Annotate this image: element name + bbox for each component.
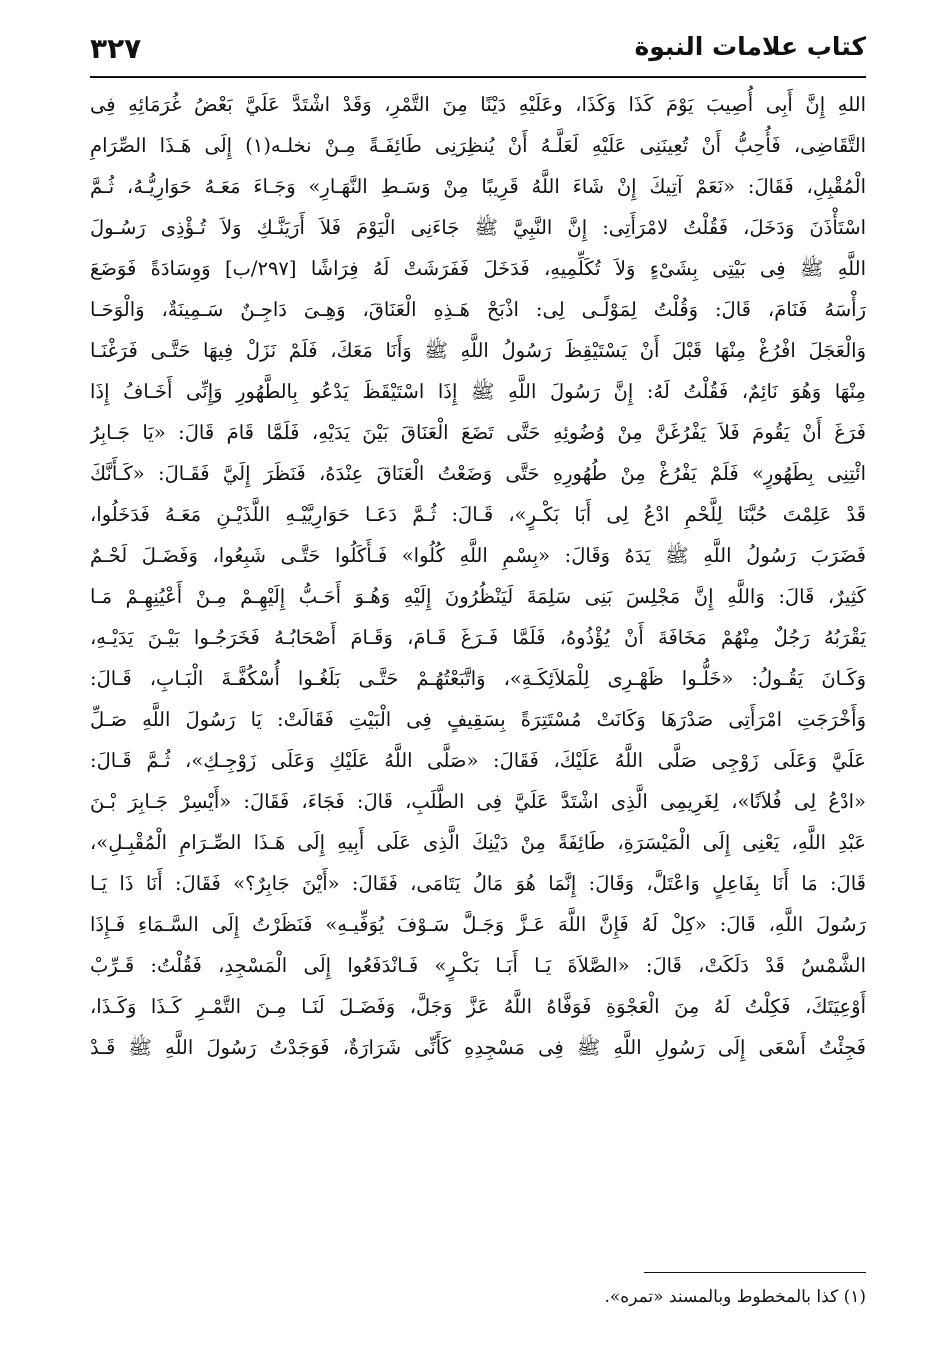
- text-line: وَكَـانَ يَقُـولُ: «خَلُّـوا ظَهْـرِى لِلْمَلاَئِكَـةِ»، وَاتَّبَعْتُهُـمْ حَتَّـى بَلَغُـوا أُسْكُفَّـةَ الْبَـابِ، قَـالَ:: [90, 667, 866, 690]
- header-divider: [90, 76, 866, 78]
- text-line: مِنْهَا وَهُوَ نَائِمٌ، فَقُلْتُ لَهُ: إِنَّ رَسُولَ اللَّهِ ﷺ إِذَا اسْتَيْقَظَ يَدْعُو بِالطَّهُورِ وَإِنِّى أَخَـافُ إِذَا: [90, 380, 866, 403]
- text-line: فَضَرَبَ رَسُولُ اللَّهِ ﷺ يَدَهُ وَقَالَ: «بِسْمِ اللَّهِ كُلُوا» فَـأَكَلُوا حَتَّـى شَبِعُوا، وَفَضَـلَ لَحْـمٌ: [90, 544, 866, 567]
- text-line: «ادْعُ لِى فُلاَنًا»، لِغَرِيمِى الَّذِى اشْتَدَّ عَلَيَّ فِى الطَّلَبِ، قَالَ: فَجَاءَ، فَقَالَ: «أَيْسِرْ جَـابِرَ بْـنَ: [90, 790, 866, 813]
- text-line: اللَّهِ ﷺ فِى بَيْتِى بِشَىْءٍ وَلاَ تُكَلِّمِيهِ، فَدَخَلَ فَفَرَشَتْ لَهُ فِرَاشًا [٢٩٧/ب] وَوِسَادَةً فَوَضَعَ: [90, 257, 866, 280]
- text-line: عَبْدِ اللَّهِ، يَعْنِى إِلَى الْمَيْسَرَةِ، طَائِفَةً مِنْ دَيْنِكَ الَّذِى عَلَى أَبِيهِ إِلَى هَـذَا الصِّـرَامِ الْمُقْبِـلِ»،: [90, 831, 866, 854]
- footnote-divider: [644, 1272, 866, 1273]
- page-number: ٣٢٧: [90, 32, 142, 65]
- text-line: أَوْعِيَتَكَ، فَكِلْتُ لَهُ مِنَ الْعَجْوَةِ فَوَفَّاهُ اللَّهُ عَزَّ وَجَلَّ، وَفَضَـلَ لَنَـا مِـنَ التَّمْـرِ كَـذَا وَكَـذَا،: [90, 995, 866, 1018]
- text-line: رَأْسَهُ فَنَامَ، قَالَ: وَقُلْتُ لِمَوْلًـى لِى: اذْبَحْ هَـذِهِ الْعَنَاقَ، وَهِـىَ دَاجِـنٌ سَـمِينَةٌ، وَالْوَحَـا: [90, 298, 866, 321]
- text-line: فَجِئْتُ أَسْعَى إِلَى رَسُولِ اللَّهِ ﷺ فِى مَسْجِدِهِ كَأَنِّى شَرَارَةٌ، فَوَجَدْتُ رَسُولَ اللَّهِ ﷺ قَـدْ: [90, 1036, 866, 1059]
- body-text: [90, 84, 866, 1068]
- running-title: كتاب علامات النبوة: [634, 32, 866, 61]
- text-line: الشَّمْسُ قَدْ دَلَكَتْ، قَالَ: «الصَّلاَةَ يَـا أَبَـا بَكْـرٍ» فَـانْدَفَعُوا إِلَى الْمَسْجِدِ، فَقُلْتُ: قَـرِّبْ: [90, 954, 866, 977]
- text-line: يَقْرَبُهُ رَجُلٌ مِنْهُمْ مَخَافَةَ أَنْ يُؤْذُوهُ، فَلَمَّا فَـرَغَ قَـامَ، وَقَـامَ أَصْحَابُـهُ فَخَرَجُـوا بَيْـنَ يَدَيْـهِ،: [90, 626, 866, 649]
- text-line: كَثِيرٌ، قَالَ: وَاللَّهِ إِنَّ مَجْلِسَ بَنِى سَلِمَةَ لَيَنْظُرُونَ إِلَيْهِ وَهُـوَ أَحَـبُّ إِلَيْهِـمْ مِـنْ أَعْيُنِهِـمْ مَـا: [90, 585, 866, 608]
- text-line: فَرَغَ أَنْ يَقُومَ فَلاَ يَفْرُغَنَّ مِنْ وُضُوئِهِ حَتَّى تَضَعَ الْعَنَاقَ بَيْنَ يَدَيْهِ، فَلَمَّا قَامَ قَالَ: «يَا جَـابِرُ: [90, 421, 866, 444]
- text-line: قَالَ: مَا أَنَا بِفَاعِلٍ وَاعْتَلَّ، وَقَالَ: إِنَّمَا هُوَ مَالُ يَتَامَى، فَقَالَ: «أَيْنَ جَابِرٌ؟» فَقَالَ: أَنَا ذَا يَـا: [90, 872, 866, 895]
- text-line: اسْتَأْذَنَ وَدَخَلَ، فَقُلْتُ لامْرَأَتِى: إِنَّ النَّبِيَّ ﷺ جَاءَنِى الْيَوْمَ فَلاَ أَرَيَنَّـكِ وَلاَ تُـؤْذِى رَسُـولَ: [90, 216, 866, 239]
- text-line: الْمُقْبِلِ، فَقَالَ: «نَعَمْ آتِيكَ إِنْ شَاءَ اللَّهُ قَرِيبًا مِنْ وَسَـطِ النَّهَـارِ» وَجَـاءَ مَعَـهُ حَوَارِيُّـهُ، ثُـمَّ: [90, 175, 866, 198]
- text-line: رَسُولَ اللَّهِ، قَالَ: «كِلْ لَهُ فَإِنَّ اللَّهَ عَـزَّ وَجَـلَّ سَـوْفَ يُوَفِّيـهِ» فَنَظَرْتُ إِلَى السَّـمَاءِ فَـإِذَا: [90, 913, 866, 936]
- text-line: وَالْعَجَلَ افْرُغْ مِنْهَا قَبْلَ أَنْ يَسْتَيْقِظَ رَسُولُ اللَّهِ ﷺ وَأَنَا مَعَكَ، فَلَمْ نَزَلْ فِيهَا حَتَّـى فَرَغْنَـا: [90, 339, 866, 362]
- text-line: عَلَيَّ وَعَلَى زَوْجِى صَلَّى اللَّهُ عَلَيْكَ، فَقَالَ: «صَلَّى اللَّهُ عَلَيْكِ وَعَلَى زَوْجِـكِ»، ثُـمَّ قَـالَ:: [90, 749, 866, 772]
- footnote: (١) كذا بالمخطوط وبالمسند «تمره».: [604, 1287, 866, 1307]
- text-line: ائْتِنِى بِطَهُورٍ» فَلَمْ يَفْرُغْ مِنْ طُهُورِهِ حَتَّى وَضَعْتُ الْعَنَاقَ عِنْدَهُ، فَنَظَرَ إِلَيَّ فَقَـالَ: «كَـأَنَّكَ: [90, 462, 866, 485]
- text-line: التَّقَاضِى، فَأُحِبُّ أَنْ تُعِينَنِى عَلَيْهِ لَعَلَّـهُ أَنْ يُنظِرَنِى طَائِفَـةً مِـنْ نخلـه(١) إِلَى هَـذَا الصِّرَامِ: [90, 134, 866, 157]
- text-line: قَدْ عَلِمْتَ حُبَّنَا لِلَّحْمِ ادْعُ لِى أَبَا بَكْـرٍ»، قَـالَ: ثُـمَّ دَعَـا حَوَارِيَّيْـهِ اللَّذَيْـنِ مَعَـهُ فَدَخَلُوا،: [90, 503, 866, 526]
- text-line: وَأَخْرَجَتِ امْرَأَتِى صَدْرَهَا وَكَانَتْ مُسْتَتِرَةً بِسَقِيفٍ فِى الْبَيْتِ فَقَالَتْ: يَا رَسُولَ اللَّهِ صَـلِّ: [90, 708, 866, 731]
- text-line: اللهِ إِنَّ أَبِى أُصِيبَ يَوْمَ كَذَا وَكَذَا، وعَلَيْهِ دَيْنًا مِنَ التَّمْرِ، وَقَدْ اشْتَدَّ عَلَيَّ بَعْضُ غُرَمَائِهِ فِى: [90, 93, 866, 116]
- page-header: [90, 30, 866, 72]
